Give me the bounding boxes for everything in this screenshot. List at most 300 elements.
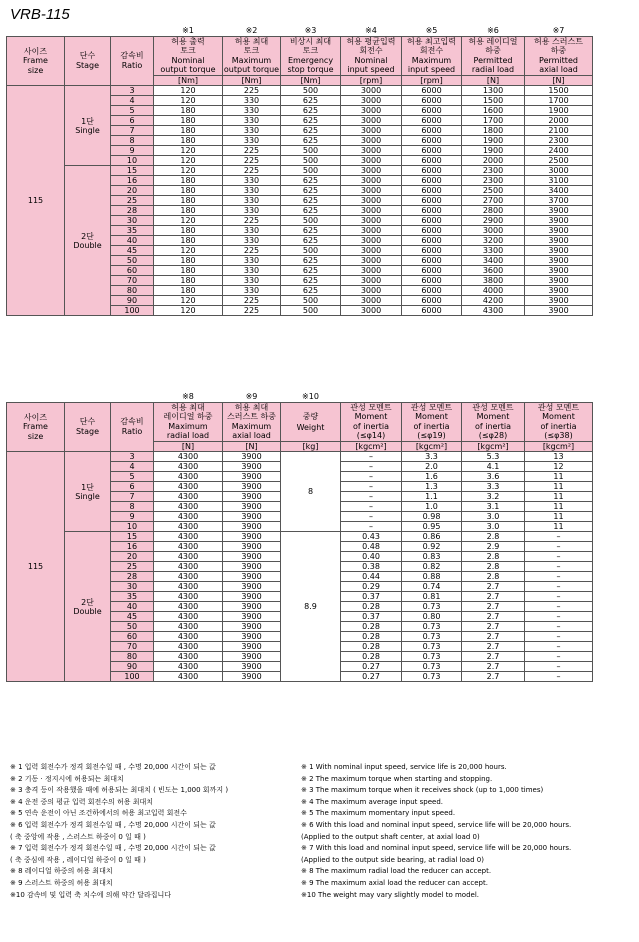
- value-cell: 3900: [223, 502, 281, 512]
- value-cell: 0.28: [341, 652, 402, 662]
- value-cell: 500: [281, 296, 341, 306]
- value-cell: 500: [281, 216, 341, 226]
- value-cell: 2.8: [462, 572, 525, 582]
- ratio-cell: 70: [111, 642, 154, 652]
- value-cell: 3900: [525, 236, 593, 246]
- value-cell: 0.81: [402, 592, 462, 602]
- value-cell: 625: [281, 196, 341, 206]
- value-cell: 3900: [223, 462, 281, 472]
- value-cell: 3700: [525, 196, 593, 206]
- value-cell: 180: [154, 236, 223, 246]
- header-line: 관성 모멘트: [472, 402, 514, 412]
- value-cell: 0.73: [402, 652, 462, 662]
- ratio-cell: 10: [111, 156, 154, 166]
- value-cell: 6000: [402, 146, 462, 156]
- value-cell: 500: [281, 306, 341, 316]
- value-cell: 4300: [154, 452, 223, 462]
- value-cell: 6000: [402, 296, 462, 306]
- value-cell: –: [525, 552, 593, 562]
- header-line: Nominal: [354, 55, 388, 65]
- header-line: output torque: [223, 65, 280, 74]
- value-cell: 330: [223, 276, 281, 286]
- value-cell: 4300: [154, 662, 223, 672]
- value-cell: 330: [223, 106, 281, 116]
- value-cell: 500: [281, 156, 341, 166]
- value-cell: 0.98: [402, 512, 462, 522]
- value-cell: 2300: [462, 166, 525, 176]
- header-line: 비상시 최대: [289, 36, 332, 46]
- value-cell: 6000: [402, 106, 462, 116]
- value-cell: 1700: [525, 96, 593, 106]
- value-cell: 3.3: [402, 452, 462, 462]
- unit-cell: [kgcm²]: [341, 441, 402, 452]
- value-cell: 0.74: [402, 582, 462, 592]
- value-cell: 4300: [154, 552, 223, 562]
- value-cell: 120: [154, 306, 223, 316]
- value-cell: 4300: [154, 582, 223, 592]
- value-cell: 0.80: [402, 612, 462, 622]
- value-cell: 2300: [525, 136, 593, 146]
- value-cell: 225: [223, 146, 281, 156]
- header-line: 단수: [79, 51, 96, 61]
- value-cell: 3900: [223, 452, 281, 462]
- value-cell: 3900: [223, 552, 281, 562]
- value-cell: 4300: [154, 522, 223, 532]
- value-cell: 120: [154, 156, 223, 166]
- ratio-cell: 7: [111, 492, 154, 502]
- header-line: 토크: [180, 46, 196, 55]
- unit-cell: [kgcm²]: [462, 441, 525, 452]
- value-cell: 6000: [402, 286, 462, 296]
- footnote-mark: [7, 26, 65, 36]
- footnote-mark: ※7: [552, 26, 565, 35]
- value-cell: 3200: [462, 236, 525, 246]
- table-row: [7, 166, 593, 176]
- value-cell: 3900: [223, 652, 281, 662]
- value-cell: 3000: [341, 276, 402, 286]
- value-cell: 4300: [154, 462, 223, 472]
- column-header: [402, 36, 462, 75]
- value-cell: 11: [525, 492, 593, 502]
- value-cell: 6000: [402, 186, 462, 196]
- footnote-line: (Applied to the output side bearing, at radial load 0): [301, 855, 484, 864]
- value-cell: 1.0: [402, 502, 462, 512]
- ratio-cell: 7: [111, 126, 154, 136]
- ratio-cell: 3: [111, 452, 154, 462]
- value-cell: 500: [281, 146, 341, 156]
- value-cell: 3800: [462, 276, 525, 286]
- value-cell: 3900: [525, 296, 593, 306]
- value-cell: 4300: [154, 472, 223, 482]
- value-cell: 3400: [462, 256, 525, 266]
- ratio-cell: 3: [111, 86, 154, 96]
- value-cell: 500: [281, 246, 341, 256]
- value-cell: 3000: [341, 136, 402, 146]
- footnote-line: ( 축 중앙에 작용 , 스러스트 하중이 0 일 때 ): [10, 832, 146, 841]
- value-cell: 330: [223, 116, 281, 126]
- value-cell: 4000: [462, 286, 525, 296]
- value-cell: 3000: [341, 106, 402, 116]
- value-cell: 3900: [223, 512, 281, 522]
- header-line: 하중: [550, 46, 567, 55]
- header-line: 허용 출력: [171, 36, 205, 46]
- footnote-line: ※ 9 스러스트 하중의 허용 최대치: [10, 878, 113, 887]
- value-cell: 3000: [341, 236, 402, 246]
- ratio-cell: 15: [111, 532, 154, 542]
- header-line: 허용 최대: [234, 36, 269, 46]
- value-cell: 180: [154, 226, 223, 236]
- value-cell: 2.7: [462, 582, 525, 592]
- ratio-cell: 25: [111, 562, 154, 572]
- value-cell: 1.1: [402, 492, 462, 502]
- value-cell: 3000: [341, 216, 402, 226]
- value-cell: –: [341, 502, 402, 512]
- value-cell: 4300: [462, 306, 525, 316]
- header-line: (≤φ28): [478, 431, 508, 440]
- header-line: 허용 레이디얼: [468, 36, 518, 46]
- value-cell: 625: [281, 286, 341, 296]
- value-cell: 3900: [223, 532, 281, 542]
- value-cell: 2.7: [462, 612, 525, 622]
- value-cell: 4300: [154, 502, 223, 512]
- header-line: input speed: [407, 65, 456, 74]
- value-cell: 6000: [402, 266, 462, 276]
- ratio-cell: 16: [111, 542, 154, 552]
- value-cell: 3000: [341, 256, 402, 266]
- footnote-line: ※ 2 기동 · 정지시에 허용되는 최대치: [10, 774, 124, 783]
- ratio-cell: 6: [111, 482, 154, 492]
- footnote-line: ※ 4 The maximum average input speed.: [301, 797, 443, 806]
- value-cell: 3900: [223, 472, 281, 482]
- value-cell: 225: [223, 156, 281, 166]
- column-header: [7, 36, 65, 86]
- value-cell: 4300: [154, 602, 223, 612]
- ratio-cell: 90: [111, 296, 154, 306]
- footnote-line: ※ 1 입력 회전수가 정격 회전수일 때 , 수명 20,000 시간이 되는 값: [10, 763, 216, 771]
- footnote-line: ※10 The weight may vary slightly model to model.: [301, 890, 479, 899]
- value-cell: 0.73: [402, 622, 462, 632]
- value-cell: –: [341, 452, 402, 462]
- ratio-cell: 28: [111, 572, 154, 582]
- value-cell: 3.6: [462, 472, 525, 482]
- value-cell: 4300: [154, 632, 223, 642]
- header-line: 허용 최대: [171, 402, 205, 412]
- value-cell: 12: [525, 462, 593, 472]
- value-cell: –: [525, 622, 593, 632]
- footnote-mark: [341, 392, 402, 402]
- header-line: (≤φ14): [356, 431, 386, 440]
- value-cell: –: [525, 582, 593, 592]
- header-line: output torque: [160, 65, 216, 74]
- footnote-mark: ※2: [245, 26, 258, 35]
- footnote-line: ※ 6 With this load and nominal input speed, service life will be 20,000 hours.: [301, 820, 572, 829]
- value-cell: 0.43: [341, 532, 402, 542]
- value-cell: 330: [223, 96, 281, 106]
- value-cell: 0.38: [341, 562, 402, 572]
- value-cell: 2.7: [462, 662, 525, 672]
- header-line: 감속비: [120, 417, 144, 427]
- value-cell: 3900: [223, 632, 281, 642]
- value-cell: 0.48: [341, 542, 402, 552]
- header-line: 2단: [81, 597, 94, 607]
- value-cell: –: [341, 512, 402, 522]
- value-cell: 120: [154, 96, 223, 106]
- value-cell: 625: [281, 206, 341, 216]
- value-cell: 3000: [341, 86, 402, 96]
- value-cell: 180: [154, 266, 223, 276]
- value-cell: 180: [154, 276, 223, 286]
- footnote-line: ※ 5 The maximum momentary input speed.: [301, 809, 456, 818]
- value-cell: 4300: [154, 562, 223, 572]
- header-line: 1단: [81, 482, 94, 492]
- value-cell: –: [525, 652, 593, 662]
- value-cell: 4300: [154, 672, 223, 682]
- value-cell: 6000: [402, 196, 462, 206]
- value-cell: 1600: [462, 106, 525, 116]
- value-cell: 6000: [402, 246, 462, 256]
- value-cell: 0.37: [341, 612, 402, 622]
- value-cell: 3000: [341, 196, 402, 206]
- unit-cell: [Nm]: [281, 75, 341, 86]
- value-cell: 6000: [402, 116, 462, 126]
- ratio-cell: 80: [111, 286, 154, 296]
- value-cell: 13: [525, 452, 593, 462]
- value-cell: –: [525, 562, 593, 572]
- value-cell: 330: [223, 266, 281, 276]
- footnote-line: ※ 7 입력 회전수가 정격 회전수일 때 , 수명 20,000 시간이 되는 값: [10, 844, 216, 853]
- ratio-cell: 8: [111, 502, 154, 512]
- footnote-mark: [65, 392, 111, 402]
- value-cell: 6000: [402, 166, 462, 176]
- footnote-line: ※ 7 With this load and nominal input speed, service life will be 20,000 hours.: [301, 844, 572, 853]
- header-line: radial load: [471, 65, 515, 74]
- value-cell: 3600: [462, 266, 525, 276]
- value-cell: –: [525, 662, 593, 672]
- footnote-line: (Applied to the output shaft center, at axial load 0): [301, 832, 480, 841]
- value-cell: 0.73: [402, 662, 462, 672]
- value-cell: 3000: [341, 226, 402, 236]
- ratio-cell: 5: [111, 472, 154, 482]
- value-cell: 625: [281, 186, 341, 196]
- header-line: Double: [73, 240, 102, 250]
- value-cell: 1800: [462, 126, 525, 136]
- value-cell: 3900: [223, 602, 281, 612]
- column-header: [281, 402, 341, 441]
- footnote-line: ※ 1 With nominal input speed, service life is 20,000 hours.: [301, 763, 507, 771]
- value-cell: 2500: [525, 156, 593, 166]
- header-line: of inertia: [352, 421, 390, 431]
- header-line: 토크: [243, 46, 260, 55]
- value-cell: 180: [154, 286, 223, 296]
- value-cell: 180: [154, 176, 223, 186]
- unit-cell: [N]: [525, 75, 593, 86]
- column-header: [281, 36, 341, 75]
- value-cell: 0.29: [341, 582, 402, 592]
- header-line: Single: [75, 491, 100, 501]
- ratio-cell: 16: [111, 176, 154, 186]
- value-cell: 3.3: [462, 482, 525, 492]
- header-line: axial load: [539, 65, 578, 74]
- value-cell: 2500: [462, 186, 525, 196]
- value-cell: 0.73: [402, 672, 462, 682]
- footnote-mark: [111, 26, 154, 36]
- footnote-line: ※ 6 입력 회전수가 정격 회전수일 때 , 수명 20,000 시간이 되는 값: [10, 820, 216, 829]
- value-cell: 11: [525, 472, 593, 482]
- value-cell: 6000: [402, 256, 462, 266]
- value-cell: 3100: [525, 176, 593, 186]
- ratio-cell: 8: [111, 136, 154, 146]
- footnote-mark: [65, 26, 111, 36]
- ratio-cell: 25: [111, 196, 154, 206]
- value-cell: –: [525, 542, 593, 552]
- value-cell: 6000: [402, 206, 462, 216]
- header-line: Emergency: [287, 55, 334, 65]
- value-cell: 2.7: [462, 622, 525, 632]
- value-cell: 0.44: [341, 572, 402, 582]
- value-cell: –: [525, 572, 593, 582]
- value-cell: 0.92: [402, 542, 462, 552]
- value-cell: 3000: [341, 306, 402, 316]
- unit-cell: [N]: [223, 441, 281, 452]
- ratio-cell: 20: [111, 186, 154, 196]
- value-cell: 2.9: [462, 542, 525, 552]
- header-line: 사이즈: [23, 412, 48, 422]
- value-cell: 180: [154, 186, 223, 196]
- value-cell: 1700: [462, 116, 525, 126]
- header-line: 회전수: [419, 46, 444, 55]
- table-row: [7, 86, 593, 96]
- unit-cell: [rpm]: [341, 75, 402, 86]
- header-line: 단수: [79, 417, 96, 427]
- ratio-cell: 60: [111, 632, 154, 642]
- ratio-cell: 30: [111, 216, 154, 226]
- value-cell: 4300: [154, 542, 223, 552]
- value-cell: 500: [281, 86, 341, 96]
- value-cell: –: [341, 522, 402, 532]
- ratio-cell: 100: [111, 672, 154, 682]
- notes-korean: [10, 762, 310, 901]
- footnote-line: ※ 8 The maximum radial load the reducer can accept.: [301, 867, 492, 876]
- value-cell: 3000: [341, 126, 402, 136]
- footnote-mark: ※5: [425, 26, 438, 35]
- ratio-cell: 45: [111, 612, 154, 622]
- value-cell: 1500: [462, 96, 525, 106]
- value-cell: 3900: [223, 612, 281, 622]
- value-cell: 4300: [154, 482, 223, 492]
- value-cell: 3900: [223, 592, 281, 602]
- footnote-mark: [462, 392, 525, 402]
- header-line: 하중: [485, 46, 501, 55]
- value-cell: 3900: [223, 572, 281, 582]
- unit-cell: [Nm]: [154, 75, 223, 86]
- column-header: [462, 402, 525, 441]
- value-cell: 3900: [223, 672, 281, 682]
- column-header: [65, 36, 111, 86]
- column-header: [525, 402, 593, 441]
- header-line: (≤φ19): [417, 431, 446, 440]
- value-cell: 330: [223, 126, 281, 136]
- value-cell: 120: [154, 246, 223, 256]
- column-header: [111, 36, 154, 86]
- value-cell: 3000: [341, 246, 402, 256]
- footnote-mark: ※3: [304, 26, 317, 35]
- value-cell: 4300: [154, 492, 223, 502]
- value-cell: 500: [281, 166, 341, 176]
- column-header: [341, 402, 402, 441]
- ratio-cell: 60: [111, 266, 154, 276]
- column-header: [402, 402, 462, 441]
- value-cell: 3.0: [462, 512, 525, 522]
- weight-cell: 8: [281, 452, 341, 532]
- footnote-mark-row: [7, 392, 593, 402]
- value-cell: 3900: [223, 522, 281, 532]
- header-line: Frame: [23, 422, 48, 431]
- stage-double-cell: [65, 532, 111, 682]
- value-cell: 330: [223, 176, 281, 186]
- value-cell: 6000: [402, 86, 462, 96]
- value-cell: 120: [154, 146, 223, 156]
- value-cell: 3400: [525, 186, 593, 196]
- footnote-line: ※ 4 운전 중의 평균 입력 회전수의 허용 최대치: [10, 797, 154, 806]
- value-cell: 225: [223, 166, 281, 176]
- value-cell: 6000: [402, 126, 462, 136]
- value-cell: 3900: [525, 216, 593, 226]
- value-cell: 2800: [462, 206, 525, 216]
- value-cell: 3900: [223, 642, 281, 652]
- value-cell: 3000: [341, 286, 402, 296]
- value-cell: 3900: [525, 306, 593, 316]
- value-cell: 180: [154, 106, 223, 116]
- ratio-cell: 20: [111, 552, 154, 562]
- column-header: [223, 402, 281, 441]
- value-cell: 2.7: [462, 652, 525, 662]
- header-line: Maximum: [231, 55, 272, 65]
- ratio-cell: 90: [111, 662, 154, 672]
- header-line: Permitted: [473, 55, 513, 65]
- value-cell: 625: [281, 236, 341, 246]
- value-cell: 3000: [341, 156, 402, 166]
- value-cell: 625: [281, 126, 341, 136]
- header-line: 허용 최대: [234, 402, 269, 412]
- value-cell: 1500: [525, 86, 593, 96]
- value-cell: 0.95: [402, 522, 462, 532]
- header-line: 중량: [302, 411, 319, 421]
- value-cell: 625: [281, 106, 341, 116]
- value-cell: 4300: [154, 652, 223, 662]
- ratio-cell: 4: [111, 462, 154, 472]
- header-line: Moment: [415, 412, 448, 421]
- value-cell: 3.0: [462, 522, 525, 532]
- header-line: Stage: [75, 60, 100, 70]
- value-cell: 2700: [462, 196, 525, 206]
- header-line: size: [27, 65, 44, 75]
- value-cell: 3.2: [462, 492, 525, 502]
- header-line: Frame: [23, 56, 48, 65]
- value-cell: 5.3: [462, 452, 525, 462]
- header-line: Nominal: [171, 55, 205, 65]
- ratio-cell: 15: [111, 166, 154, 176]
- header-line: Ratio: [121, 60, 143, 70]
- value-cell: 6000: [402, 156, 462, 166]
- footnote-line: ※10 감속비 및 입력 축 치수에 의해 약간 달라집니다: [10, 890, 172, 899]
- header-row: [7, 36, 593, 75]
- ratio-cell: 70: [111, 276, 154, 286]
- footnote-line: ※ 3 충격 등이 작용했을 때에 허용되는 최대치 ( 빈도는 1,000 회까지 ): [10, 786, 229, 795]
- value-cell: 0.82: [402, 562, 462, 572]
- header-line: 스러스트 하중: [227, 412, 276, 421]
- value-cell: 3300: [462, 246, 525, 256]
- value-cell: 3900: [223, 622, 281, 632]
